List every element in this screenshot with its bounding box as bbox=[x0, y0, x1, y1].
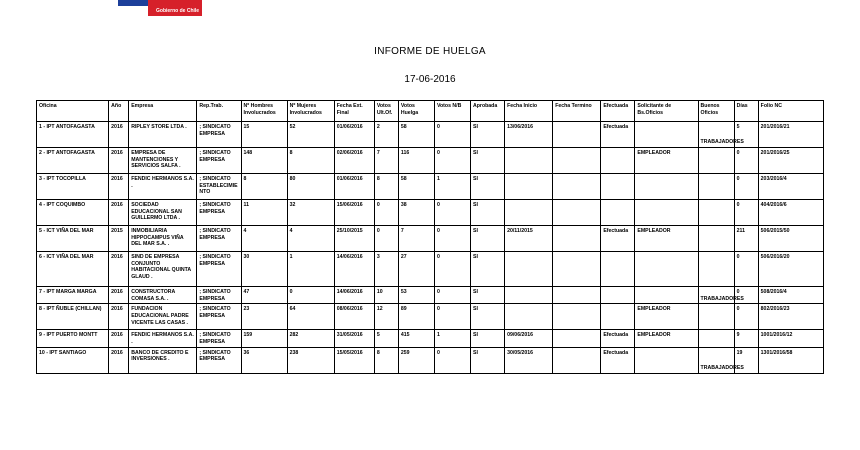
table-row bbox=[37, 287, 824, 304]
table-cell: 5 bbox=[374, 330, 398, 347]
table-cell: 159 bbox=[241, 330, 287, 347]
table-cell: ; SINDICATO EMPRESA bbox=[197, 330, 241, 347]
table-cell: 2016 bbox=[109, 174, 129, 200]
table-row bbox=[37, 174, 824, 200]
table-cell: 2016 bbox=[109, 122, 129, 148]
table-row bbox=[37, 122, 824, 148]
header-cell: Votos Huelga bbox=[398, 101, 434, 122]
buenos-oficios-value: TRABAJADORES bbox=[700, 295, 744, 302]
table-cell: 11 bbox=[241, 200, 287, 226]
table-cell: 14/06/2016 bbox=[334, 287, 374, 304]
table-cell: 27 bbox=[398, 252, 434, 287]
table-cell: 0 bbox=[287, 287, 334, 304]
header-cell: Aprobada bbox=[471, 101, 505, 122]
table-cell: SI bbox=[471, 122, 505, 148]
table-cell: FUNDACION EDUCACIONAL PADRE VICENTE LAS CASAS . bbox=[129, 304, 197, 330]
table-cell: 1001/2016/12 bbox=[758, 330, 823, 347]
table-cell bbox=[698, 148, 734, 174]
table-cell: 506/2015/50 bbox=[758, 226, 823, 252]
table-cell bbox=[505, 304, 553, 330]
table-cell: SIND DE EMPRESA CONJUNTO HABITACIONAL QUINTA GLAUD . bbox=[129, 252, 197, 287]
table-cell: 25/10/2015 bbox=[334, 226, 374, 252]
table-cell: 58 bbox=[398, 174, 434, 200]
table-cell: 12 bbox=[374, 304, 398, 330]
table-cell: 9 bbox=[734, 330, 758, 347]
table-cell: 0 bbox=[734, 252, 758, 287]
table-cell bbox=[698, 287, 744, 304]
table-row bbox=[37, 347, 824, 373]
table-cell: ; SINDICATO EMPRESA bbox=[197, 226, 241, 252]
table-cell bbox=[553, 200, 601, 226]
report-title: INFORME DE HUELGA bbox=[374, 46, 486, 57]
table-cell: ; SINDICATO EMPRESA bbox=[197, 200, 241, 226]
table-row bbox=[37, 200, 824, 226]
table-cell: EMPLEADOR bbox=[635, 330, 698, 347]
table-cell: ; SINDICATO EMPRESA bbox=[197, 347, 241, 373]
table-cell: ; SINDICATO EMPRESA bbox=[197, 287, 241, 304]
table-cell: 01/06/2016 bbox=[334, 174, 374, 200]
table-cell: 0 bbox=[734, 200, 758, 226]
table-row bbox=[37, 330, 824, 347]
table-cell: 8 bbox=[287, 148, 334, 174]
header-cell: Empresa bbox=[129, 101, 197, 122]
table-cell: SI bbox=[471, 200, 505, 226]
table-cell: 31/05/2016 bbox=[334, 330, 374, 347]
table-cell: 1 bbox=[434, 330, 470, 347]
table-cell: 508/2016/4 bbox=[758, 287, 823, 304]
table-cell: SI bbox=[471, 330, 505, 347]
table-cell: 203/2016/4 bbox=[758, 174, 823, 200]
table-cell: Efectuada bbox=[601, 226, 635, 252]
table-cell: 6 - ICT VIÑA DEL MAR bbox=[37, 252, 109, 287]
table-cell: 2016 bbox=[109, 330, 129, 347]
table-cell: 52 bbox=[287, 122, 334, 148]
table-cell: 02/06/2016 bbox=[334, 148, 374, 174]
table-cell bbox=[601, 252, 635, 287]
table-cell: SI bbox=[471, 148, 505, 174]
table-cell: 802/2016/23 bbox=[758, 304, 823, 330]
table-cell: SI bbox=[471, 252, 505, 287]
table-cell bbox=[698, 304, 734, 330]
header-cell: Días bbox=[734, 101, 758, 122]
table-cell: 4 bbox=[241, 226, 287, 252]
table-cell: 7 bbox=[398, 226, 434, 252]
header-cell: Buenos Oficios bbox=[698, 101, 734, 122]
table-cell: ; SINDICATO EMPRESA bbox=[197, 148, 241, 174]
table-cell: 0 bbox=[734, 287, 758, 304]
table-cell: 415 bbox=[398, 330, 434, 347]
table-cell bbox=[553, 226, 601, 252]
table-cell: RIPLEY STORE LTDA . bbox=[129, 122, 197, 148]
table-cell: 38 bbox=[398, 200, 434, 226]
table-cell: 01/06/2016 bbox=[334, 122, 374, 148]
table-cell: SI bbox=[471, 304, 505, 330]
table-cell: 1 - IPT ANTOFAGASTA bbox=[37, 122, 109, 148]
table-cell: 1 bbox=[434, 174, 470, 200]
table-cell: 08/06/2016 bbox=[334, 304, 374, 330]
table-cell bbox=[553, 174, 601, 200]
header-cell: Nº Mujeres Involucrados bbox=[287, 101, 334, 122]
table-cell: EMPLEADOR bbox=[635, 148, 698, 174]
table-cell bbox=[635, 287, 698, 304]
header-cell: Fecha Ext. Final bbox=[334, 101, 374, 122]
table-cell: 58 bbox=[398, 122, 434, 148]
table-cell: 47 bbox=[241, 287, 287, 304]
table-cell: EMPLEADOR bbox=[635, 226, 698, 252]
table-cell: 2016 bbox=[109, 304, 129, 330]
logo-blue-block bbox=[118, 0, 148, 6]
table-cell: 7 - IPT MARGA MARGA bbox=[37, 287, 109, 304]
table-cell bbox=[553, 347, 601, 373]
table-cell: 10 - IPT SANTIAGO bbox=[37, 347, 109, 373]
table-cell: EMPLEADOR bbox=[635, 304, 698, 330]
table-cell: 64 bbox=[287, 304, 334, 330]
table-cell bbox=[698, 226, 734, 252]
table-cell: 23 bbox=[241, 304, 287, 330]
table-cell: 1301/2016/58 bbox=[758, 347, 823, 373]
table-cell: Efectuada bbox=[601, 122, 635, 148]
table-cell: 0 bbox=[434, 287, 470, 304]
table-cell: ; SINDICATO EMPRESA bbox=[197, 304, 241, 330]
table-cell bbox=[553, 304, 601, 330]
table-cell: 8 bbox=[374, 347, 398, 373]
table-cell: 4 - IPT COQUIMBO bbox=[37, 200, 109, 226]
table-cell: ; SINDICATO EMPRESA bbox=[197, 122, 241, 148]
table-row bbox=[37, 304, 824, 330]
table-cell: 36 bbox=[241, 347, 287, 373]
table-cell: 201/2016/21 bbox=[758, 122, 823, 148]
table-cell: 0 bbox=[434, 347, 470, 373]
table-cell: INMOBILIARIA HIPPOCAMPUS VIÑA DEL MAR S.A. . bbox=[129, 226, 197, 252]
table-cell: 2 - IPT ANTOFAGASTA bbox=[37, 148, 109, 174]
header-cell: Folio NC bbox=[758, 101, 823, 122]
table-cell bbox=[601, 287, 635, 304]
table-cell: 3 - IPT TOCOPILLA bbox=[37, 174, 109, 200]
table-cell: 13/06/2016 bbox=[505, 122, 553, 148]
table-cell: 15/06/2016 bbox=[334, 200, 374, 226]
table-cell: 0 bbox=[734, 174, 758, 200]
gobierno-logo bbox=[118, 0, 202, 16]
table-cell: 2016 bbox=[109, 347, 129, 373]
table-cell: 404/2016/6 bbox=[758, 200, 823, 226]
table-cell bbox=[505, 287, 553, 304]
header-cell: Solicitante de Bs.Oficios bbox=[635, 101, 698, 122]
table-cell bbox=[553, 287, 601, 304]
table-cell: 0 bbox=[434, 200, 470, 226]
table-cell: 0 bbox=[434, 304, 470, 330]
table-cell: 14/06/2016 bbox=[334, 252, 374, 287]
table-cell: 238 bbox=[287, 347, 334, 373]
table-cell: EMPRESA DE MANTENCIONES Y SERVICIOS SALFA . bbox=[129, 148, 197, 174]
table-cell: 2016 bbox=[109, 200, 129, 226]
table-cell bbox=[505, 174, 553, 200]
table-cell bbox=[698, 174, 734, 200]
table-cell bbox=[553, 148, 601, 174]
table-cell: 0 bbox=[434, 122, 470, 148]
table-cell: CONSTRUCTORA COMASA S.A. . bbox=[129, 287, 197, 304]
table-cell: 7 bbox=[374, 148, 398, 174]
table-cell: 0 bbox=[374, 200, 398, 226]
table-cell: 148 bbox=[241, 148, 287, 174]
table-cell: 0 bbox=[434, 148, 470, 174]
table-row bbox=[37, 226, 824, 252]
table-cell bbox=[635, 200, 698, 226]
table-cell: 282 bbox=[287, 330, 334, 347]
table-cell: SI bbox=[471, 174, 505, 200]
table-cell: 0 bbox=[434, 252, 470, 287]
table-cell: 30 bbox=[241, 252, 287, 287]
table-cell: 2015 bbox=[109, 226, 129, 252]
table-cell: BANCO DE CREDITO E INVERSIONES . bbox=[129, 347, 197, 373]
header-cell: Rep.Trab. bbox=[197, 101, 241, 122]
table-header-row bbox=[37, 101, 824, 122]
table-cell: 09/06/2016 bbox=[505, 330, 553, 347]
table-row bbox=[37, 252, 824, 287]
table-cell bbox=[505, 148, 553, 174]
buenos-oficios-value: TRABAJADORES bbox=[700, 139, 744, 146]
header-cell: Votos Ult.Of. bbox=[374, 101, 398, 122]
logo-text: Gobierno de Chile bbox=[156, 8, 200, 14]
table-cell: FENDIC HERMANOS S.A. . bbox=[129, 330, 197, 347]
table-cell: 8 bbox=[241, 174, 287, 200]
table-cell: 259 bbox=[398, 347, 434, 373]
header-cell: Fecha Inicio bbox=[505, 101, 553, 122]
header-cell: Votos N/B bbox=[434, 101, 470, 122]
table-cell: 211 bbox=[734, 226, 758, 252]
table-cell: 5 bbox=[734, 122, 758, 148]
table-cell: 116 bbox=[398, 148, 434, 174]
table-cell bbox=[601, 304, 635, 330]
table-row bbox=[37, 148, 824, 174]
table-cell: SI bbox=[471, 287, 505, 304]
table-cell: SI bbox=[471, 347, 505, 373]
table-cell: 89 bbox=[398, 304, 434, 330]
header-cell: Efectuada bbox=[601, 101, 635, 122]
table-cell: SI bbox=[471, 226, 505, 252]
table-cell: 53 bbox=[398, 287, 434, 304]
table-cell bbox=[698, 330, 734, 347]
table-cell: 0 bbox=[734, 148, 758, 174]
table-cell: 4 bbox=[287, 226, 334, 252]
table-cell bbox=[698, 252, 734, 287]
table-cell: 20/11/2015 bbox=[505, 226, 553, 252]
table-cell: 10 bbox=[374, 287, 398, 304]
table-cell: 2 bbox=[374, 122, 398, 148]
table-cell bbox=[601, 174, 635, 200]
table-cell: 0 bbox=[434, 226, 470, 252]
table-cell: 32 bbox=[287, 200, 334, 226]
table-cell: 15/05/2016 bbox=[334, 347, 374, 373]
report-date: 17-06-2016 bbox=[404, 74, 456, 85]
table-cell: 8 bbox=[374, 174, 398, 200]
table-cell: 15 bbox=[241, 122, 287, 148]
table-cell bbox=[635, 347, 698, 373]
table-cell: 0 bbox=[734, 304, 758, 330]
table-cell: Efectuada bbox=[601, 330, 635, 347]
table-cell bbox=[635, 174, 698, 200]
table-cell: 1 bbox=[287, 252, 334, 287]
table-cell: ; SINDICATO ESTABLECIMIENTO bbox=[197, 174, 241, 200]
header-cell: Nº Hombres Involucrados bbox=[241, 101, 287, 122]
table-cell: 8 - IPT ÑUBLE (CHILLAN) bbox=[37, 304, 109, 330]
table-cell: 3 bbox=[374, 252, 398, 287]
buenos-oficios-value: TRABAJADORES bbox=[700, 364, 744, 371]
table-cell bbox=[698, 200, 734, 226]
table-cell: 80 bbox=[287, 174, 334, 200]
table-cell bbox=[601, 148, 635, 174]
table-cell: ; SINDICATO EMPRESA bbox=[197, 252, 241, 287]
table-cell bbox=[553, 330, 601, 347]
table-cell: Efectuada bbox=[601, 347, 635, 373]
table-cell: SOCIEDAD EDUCACIONAL SAN GUILLERMO LTDA . bbox=[129, 200, 197, 226]
table-cell: 201/2016/25 bbox=[758, 148, 823, 174]
table-cell bbox=[553, 122, 601, 148]
header-cell: Oficina bbox=[37, 101, 109, 122]
header-cell: Año bbox=[109, 101, 129, 122]
table-cell: 30/05/2016 bbox=[505, 347, 553, 373]
table-cell: 2016 bbox=[109, 252, 129, 287]
table-cell: 19 bbox=[734, 347, 758, 373]
table-cell bbox=[698, 122, 744, 148]
table-cell: 9 - IPT PUERTO MONTT bbox=[37, 330, 109, 347]
table-cell bbox=[635, 252, 698, 287]
table-cell: 5 - ICT VIÑA DEL MAR bbox=[37, 226, 109, 252]
table-cell bbox=[601, 200, 635, 226]
strike-report-table bbox=[36, 100, 824, 374]
table-cell bbox=[553, 252, 601, 287]
table-cell: 2016 bbox=[109, 148, 129, 174]
table-cell bbox=[635, 122, 698, 148]
table-cell: 2016 bbox=[109, 287, 129, 304]
header-cell: Fecha Termino bbox=[553, 101, 601, 122]
table-cell: 0 bbox=[374, 226, 398, 252]
table-cell: 506/2016/20 bbox=[758, 252, 823, 287]
table-cell bbox=[505, 200, 553, 226]
table-cell bbox=[505, 252, 553, 287]
table-cell: FENDIC HERMANOS S.A. . bbox=[129, 174, 197, 200]
